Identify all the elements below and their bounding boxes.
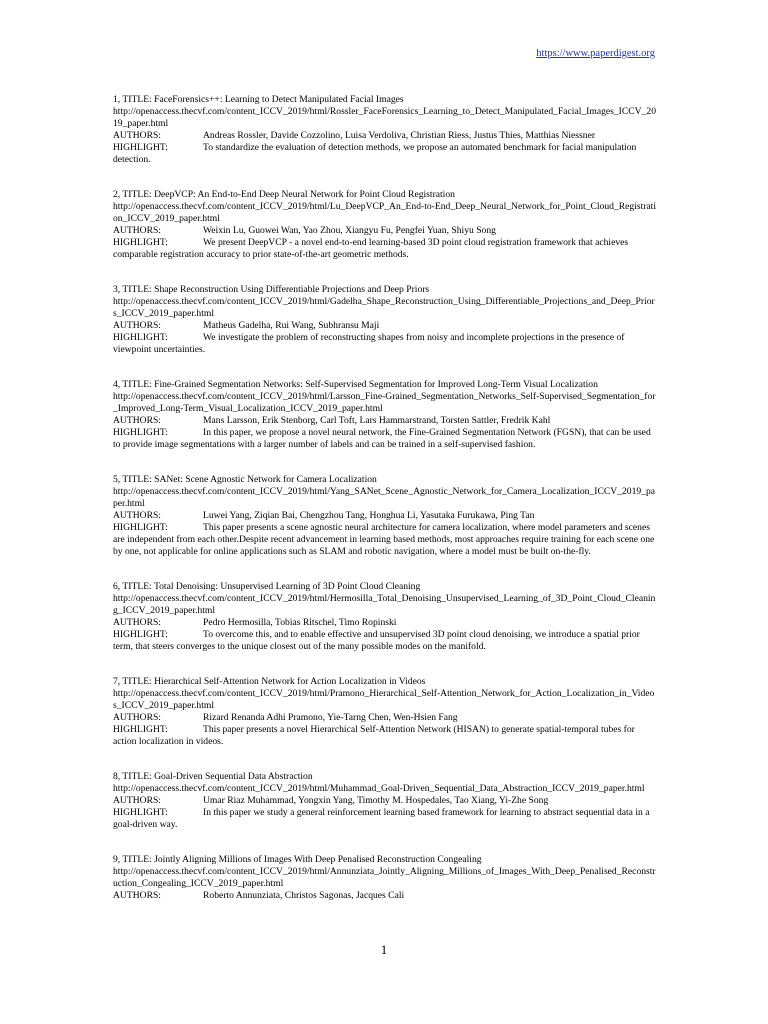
- authors-row: [113, 890, 656, 902]
- highlight-row: [113, 237, 656, 261]
- paper-title: 6, TITLE: Total Denoising: Unsupervised Learning of 3D Point Cloud Cleaning: [113, 581, 421, 592]
- paper-title: 7, TITLE: Hierarchical Self-Attention Network for Action Localization in Videos: [113, 676, 426, 687]
- paper-url-link[interactable]: http://openaccess.thecvf.com/content_ICCV_2019/html/Annunziata_Jointly_Aligning_Millions_of_Images_With_Deep_Penalised_Reconstruction_Congealing_ICCV_2019_paper.html: [113, 866, 656, 889]
- paper-entry: [113, 284, 656, 356]
- paper-url-link[interactable]: http://openaccess.thecvf.com/content_ICCV_2019/html/Rossler_FaceForensics_Learning_to_Detect_Manipulated_Facial_Images_ICCV_2019_paper.html: [113, 106, 656, 129]
- paper-entry: [113, 379, 656, 451]
- paper-title: 9, TITLE: Jointly Aligning Millions of Images With Deep Penalised Reconstruction Congealing: [113, 854, 482, 865]
- highlight-label: HIGHLIGHT:: [113, 427, 168, 438]
- paper-url-link[interactable]: http://openaccess.thecvf.com/content_ICCV_2019/html/Larsson_Fine-Grained_Segmentation_Networks_Self-Supervised_Segmentation_for_Improved_Long-Term_Visual_Localization_ICCV_2019_paper.html: [113, 391, 656, 414]
- highlight-label: HIGHLIGHT:: [113, 629, 168, 640]
- paper-entry: [113, 854, 656, 902]
- page-number: 1: [380, 942, 388, 957]
- highlight-row: [113, 332, 656, 356]
- authors-label: AUTHORS:: [113, 320, 161, 331]
- paper-title: 4, TITLE: Fine-Grained Segmentation Networks: Self-Supervised Segmentation for Improved Long-Term Visual Localization: [113, 379, 598, 390]
- authors-row: [113, 225, 656, 237]
- authors-label: AUTHORS:: [113, 225, 161, 236]
- paper-url-link[interactable]: http://openaccess.thecvf.com/content_ICCV_2019/html/Lu_DeepVCP_An_End-to-End_Deep_Neural_Network_for_Point_Cloud_Registration_ICCV_2019_paper.html: [113, 201, 657, 224]
- authors-value: Pedro Hermosilla, Tobias Ritschel, Timo Ropinski: [203, 617, 397, 628]
- highlight-row: [113, 522, 656, 558]
- highlight-value: In this paper we study a general reinforcement learning based framework for learning to abstract sequential data in a goal-driven way.: [113, 807, 650, 830]
- paper-url-link[interactable]: http://openaccess.thecvf.com/content_ICCV_2019/html/Muhammad_Goal-Driven_Sequential_Data_Abstraction_ICCV_2019_paper.html: [113, 783, 645, 794]
- authors-row: [113, 510, 656, 522]
- highlight-value: To overcome this, and to enable effective and unsupervised 3D point cloud denoising, we introduce a spatial prior term, that steers converges to the unique closest out of the many possible modes on the manifold.: [113, 629, 640, 652]
- authors-label: AUTHORS:: [113, 890, 161, 901]
- paper-entry: [113, 94, 656, 166]
- authors-row: [113, 130, 656, 142]
- authors-label: AUTHORS:: [113, 415, 161, 426]
- authors-label: AUTHORS:: [113, 795, 161, 806]
- paper-url-link[interactable]: http://openaccess.thecvf.com/content_ICCV_2019/html/Yang_SANet_Scene_Agnostic_Network_for_Camera_Localization_ICCV_2019_paper.html: [113, 486, 656, 509]
- highlight-row: [113, 807, 656, 831]
- paper-title: 1, TITLE: FaceForensics++: Learning to Detect Manipulated Facial Images: [113, 94, 404, 105]
- authors-label: AUTHORS:: [113, 712, 161, 723]
- highlight-label: HIGHLIGHT:: [113, 522, 168, 533]
- paper-list: [113, 94, 656, 925]
- paper-url-link[interactable]: http://openaccess.thecvf.com/content_ICCV_2019/html/Pramono_Hierarchical_Self-Attention_Network_for_Action_Localization_in_Videos_ICCV_2019_paper.html: [113, 688, 655, 711]
- authors-value: Mans Larsson, Erik Stenborg, Carl Toft, Lars Hammarstrand, Torsten Sattler, Fredrik Kahl: [203, 415, 551, 426]
- paper-entry: [113, 771, 656, 831]
- highlight-label: HIGHLIGHT:: [113, 724, 168, 735]
- authors-label: AUTHORS:: [113, 510, 161, 521]
- authors-value: Luwei Yang, Ziqian Bai, Chengzhou Tang, Honghua Li, Yasutaka Furukawa, Ping Tan: [203, 510, 535, 521]
- paper-title: 2, TITLE: DeepVCP: An End-to-End Deep Neural Network for Point Cloud Registration: [113, 189, 455, 200]
- highlight-value: This paper presents a novel Hierarchical Self-Attention Network (HISAN) to generate spatial-temporal tubes for action localization in videos.: [113, 724, 635, 747]
- authors-value: Andreas Rossler, Davide Cozzolino, Luisa Verdoliva, Christian Riess, Justus Thies, Matthias Niessner: [203, 130, 596, 141]
- authors-label: AUTHORS:: [113, 130, 161, 141]
- paper-entry: [113, 189, 656, 261]
- authors-row: [113, 712, 656, 724]
- highlight-label: HIGHLIGHT:: [113, 807, 168, 818]
- highlight-value: In this paper, we propose a novel neural network, the Fine-Grained Segmentation Network (FGSN), that can be used to provide image segmentations with a larger number of labels and can be trained in a self-supervised fashion.: [113, 427, 651, 450]
- authors-value: Matheus Gadelha, Rui Wang, Subhransu Maji: [203, 320, 380, 331]
- authors-value: Roberto Annunziata, Christos Sagonas, Jacques Cali: [203, 890, 405, 901]
- paper-title: 5, TITLE: SANet: Scene Agnostic Network for Camera Localization: [113, 474, 377, 485]
- authors-row: [113, 795, 656, 807]
- paper-title: 8, TITLE: Goal-Driven Sequential Data Abstraction: [113, 771, 313, 782]
- highlight-label: HIGHLIGHT:: [113, 142, 168, 153]
- paper-entry: [113, 676, 656, 748]
- authors-value: Umar Riaz Muhammad, Yongxin Yang, Timothy M. Hospedales, Tao Xiang, Yi-Zhe Song: [203, 795, 549, 806]
- authors-row: [113, 320, 656, 332]
- highlight-row: [113, 629, 656, 653]
- paper-entry: [113, 581, 656, 653]
- authors-value: Rizard Renanda Adhi Pramono, Yie-Tarng Chen, Wen-Hsien Fang: [203, 712, 458, 723]
- authors-row: [113, 617, 656, 629]
- highlight-value: To standardize the evaluation of detection methods, we propose an automated benchmark for facial manipulation detection.: [113, 142, 637, 165]
- authors-value: Weixin Lu, Guowei Wan, Yao Zhou, Xiangyu Fu, Pengfei Yuan, Shiyu Song: [203, 225, 496, 236]
- highlight-row: [113, 142, 656, 166]
- highlight-value: We investigate the problem of reconstructing shapes from noisy and incomplete projections in the presence of viewpoint uncertainties.: [113, 332, 625, 355]
- authors-row: [113, 415, 656, 427]
- paper-title: 3, TITLE: Shape Reconstruction Using Differentiable Projections and Deep Priors: [113, 284, 430, 295]
- highlight-value: We present DeepVCP - a novel end-to-end learning-based 3D point cloud registration framework that achieves comparable registration accuracy to prior state-of-the-art geometric methods.: [113, 237, 629, 260]
- highlight-row: [113, 724, 656, 748]
- paper-url-link[interactable]: http://openaccess.thecvf.com/content_ICCV_2019/html/Gadelha_Shape_Reconstruction_Using_Differentiable_Projections_and_Deep_Priors_ICCV_2019_paper.html: [113, 296, 655, 319]
- highlight-value: This paper presents a scene agnostic neural architecture for camera localization, where model parameters and scenes are independent from each other.Despite recent advancement in learning based methods, most approaches require training for each scene one by one, not applicable for online applications such as SLAM and robotic navigation, where a model must be built on-the-fly.: [113, 522, 655, 557]
- highlight-label: HIGHLIGHT:: [113, 332, 168, 343]
- authors-label: AUTHORS:: [113, 617, 161, 628]
- highlight-label: HIGHLIGHT:: [113, 237, 168, 248]
- paperdigest-link[interactable]: https://www.paperdigest.org: [536, 48, 655, 59]
- highlight-row: [113, 427, 656, 451]
- paper-entry: [113, 474, 656, 558]
- paper-url-link[interactable]: http://openaccess.thecvf.com/content_ICCV_2019/html/Hermosilla_Total_Denoising_Unsupervised_Learning_of_3D_Point_Cloud_Cleaning_ICCV_2019_paper.html: [113, 593, 656, 616]
